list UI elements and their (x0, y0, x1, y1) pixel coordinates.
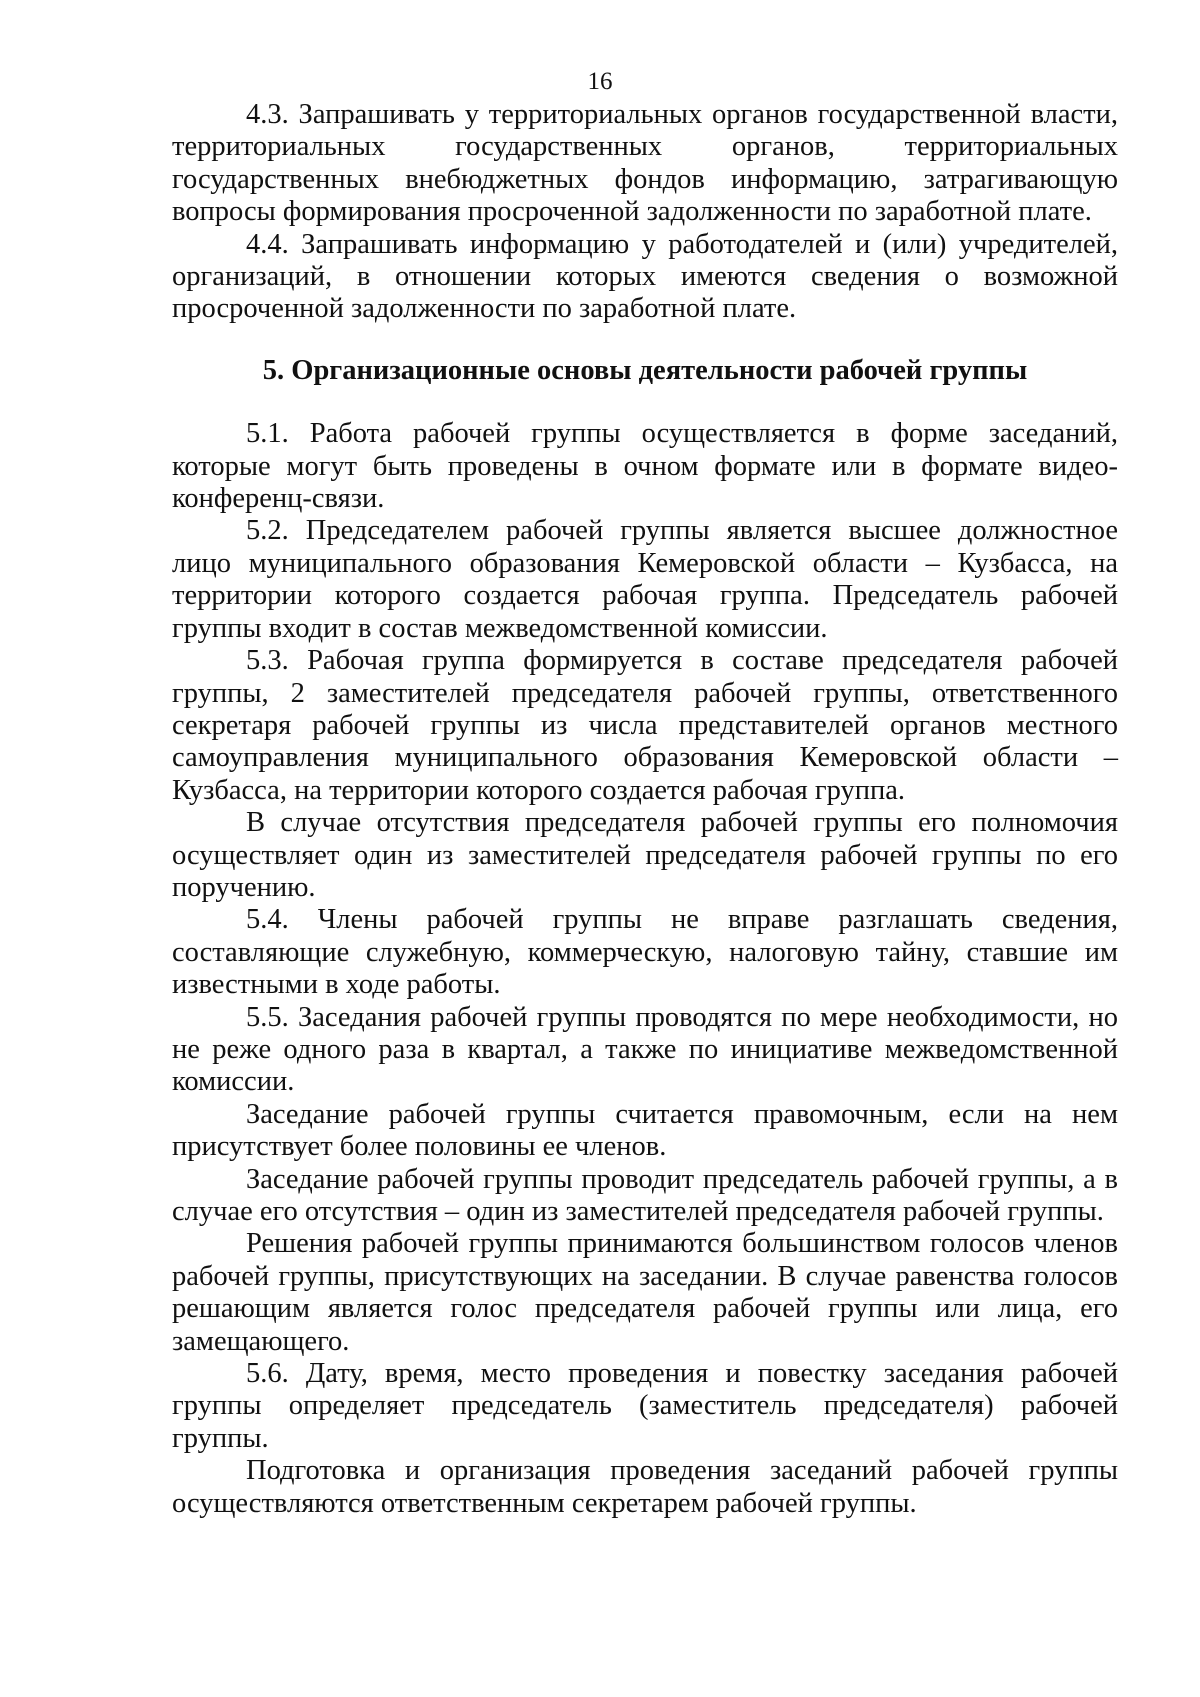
paragraph-5-2: 5.2. Председателем рабочей группы является высшее должностное лицо муниципального образования Кемеровской области – Кузбасса, на территории которого создается рабочая группа. Председатель рабочей группы входит в состав межведомственной комиссии. (172, 515, 1118, 644)
document-body (172, 99, 1118, 1520)
page-number: 16 (587, 68, 613, 95)
paragraph-5-4: 5.4. Члены рабочей группы не вправе разглашать сведения, составляющие служебную, коммерческую, налоговую тайну, ставшие им известными в ходе работы. (172, 904, 1118, 1001)
paragraph-5-1: 5.1. Работа рабочей группы осуществляется в форме заседаний, которые могут быть проведены в очном формате или в формате видео-конференц-связи. (172, 418, 1118, 515)
paragraph-5-6-secretary: Подготовка и организация проведения заседаний рабочей группы осуществляются ответственным секретарем рабочей группы. (172, 1455, 1118, 1519)
paragraph-5-5-decisions: Решения рабочей группы принимаются большинством голосов членов рабочей группы, присутствующих на заседании. В случае равенства голосов решающим является голос председателя рабочей группы или лица, его замещающего. (172, 1228, 1118, 1357)
paragraph-5-5: 5.5. Заседания рабочей группы проводятся по мере необходимости, но не реже одного раза в квартал, а также по инициативе межведомственной комиссии. (172, 1001, 1118, 1098)
paragraph-4-4: 4.4. Запрашивать информацию у работодателей и (или) учредителей, организаций, в отношении которых имеются сведения о возможной просроченной задолженности по заработной плате. (172, 228, 1118, 325)
paragraph-5-3: 5.3. Рабочая группа формируется в составе председателя рабочей группы, 2 заместителей председателя рабочей группы, ответственного секретаря рабочей группы из числа представителей органов местного самоуправления муниципального образования Кемеровской области – Кузбасса, на территории которого создается рабочая группа. (172, 645, 1118, 806)
paragraph-5-5-chair: Заседание рабочей группы проводит председатель рабочей группы, а в случае его отсутствия – один из заместителей председателя рабочей группы. (172, 1163, 1118, 1227)
paragraph-5-3-absence: В случае отсутствия председателя рабочей группы его полномочия осуществляет один из заместителей председателя рабочей группы по его поручению. (172, 807, 1118, 903)
paragraph-5-6: 5.6. Дату, время, место проведения и повестку заседания рабочей группы определяет председатель (заместитель председателя) рабочей группы. (172, 1358, 1118, 1454)
section-heading-5: 5. Организационные основы деятельности рабочей группы (262, 354, 1028, 386)
paragraph-4-3: 4.3. Запрашивать у территориальных органов государственной власти, территориальных государственных органов, территориальных государственных внебюджетных фондов информацию, затрагивающую вопросы формирования просроченной задолженности по заработной плате. (172, 99, 1118, 228)
paragraph-5-5-quorum: Заседание рабочей группы считается правомочным, если на нем присутствует более половины ее членов. (172, 1098, 1118, 1163)
